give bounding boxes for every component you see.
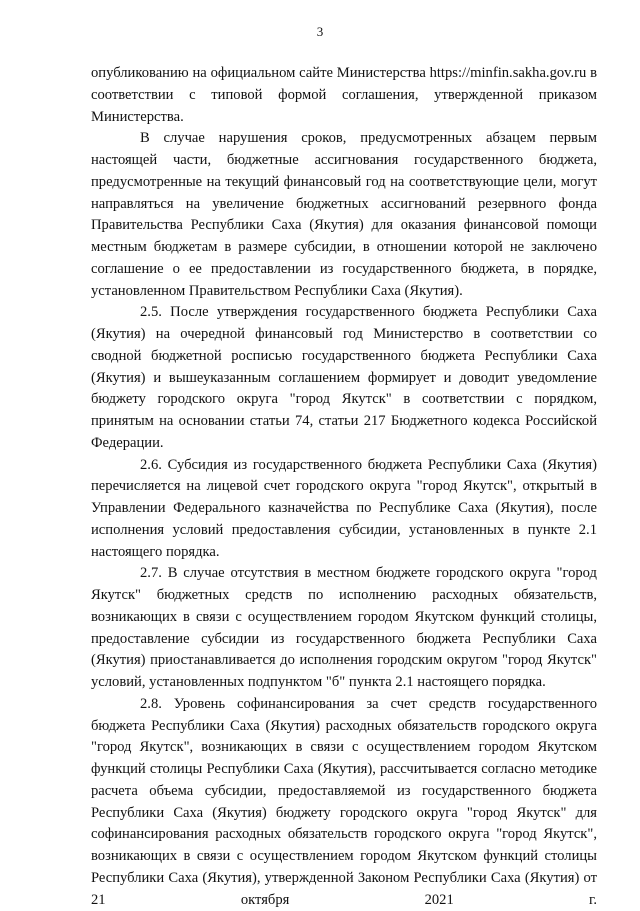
page-number: 3 <box>316 24 324 39</box>
document-body <box>91 63 597 911</box>
paragraph-budget-violation: В случае нарушения сроков, предусмотренных абзацем первым настоящей части, бюджетные ассигнования государственного бюджета, предусмотренные на текущий финансовый год на соответствующие цели, могут направляться на увеличение бюджетных ассигнований резервного фонда Правительства Республики Саха (Якутия) для оказания финансовой помощи местным бюджетам в размере субсидии, в отношении которой не заключено соглашение о ее предоставлении из государственного бюджета, в порядке, установленном Правительством Республики Саха (Якутия). <box>91 130 597 299</box>
paragraph-2-6: 2.6. Субсидия из государственного бюджета Республики Саха (Якутия) перечисляется на лицевой счет городского округа "город Якутск", открытый в Управлении Федерального казначейства по Республике Саха (Якутия), после исполнения условий предоставления субсидии, установленных в пункте 2.1 настоящего порядка. <box>91 456 597 560</box>
paragraph-2-7: 2.7. В случае отсутствия в местном бюджете городского округа "город Якутск" бюджетных средств по исполнению расходных обязательств, возникающих в связи с осуществлением городом Якутском функций столицы, предоставление субсидии из государственного бюджета Республики Саха (Якутия) приостанавливается до исполнения городским округом "город Якутск" условий, установленных подпунктом "б" пункта 2.1 настоящего порядка. <box>91 565 597 690</box>
paragraph-continuation: опубликованию на официальном сайте Министерства https://minfin.sakha.gov.ru в соответствии с типовой формой соглашения, утвержденной приказом Министерства. <box>91 65 597 125</box>
paragraph-2-8: 2.8. Уровень софинансирования за счет средств государственного бюджета Республики Саха (Якутия) расходных обязательств городского округа "город Якутск", возникающих в связи с осуществлением городом Якутском функций столицы Республики Саха (Якутия), рассчитывается согласно методике расчета объема субсидии, предоставляемой из государственного бюджета Республики Саха (Якутия) бюджету городского округа "город Якутск" для софинансирования расходных обязательств городского округа "город Якутск", возникающих в связи с осуществлением городом Якутском функций столицы Республики Саха (Якутия), утвержденной Законом Республики Саха (Якутия) от 21 октября 2021 г. <box>91 695 597 908</box>
paragraph-2-5: 2.5. После утверждения государственного бюджета Республики Саха (Якутия) на очередной финансовый год Министерство в соответствии со сводной бюджетной росписью государственного бюджета Республики Саха (Якутия) и вышеуказанным соглашением формирует и доводит уведомление бюджету городского округа "город Якутск" в соответствии с порядком, принятым на основании статьи 74, статьи 217 Бюджетного кодекса Российской Федерации. <box>91 304 597 451</box>
